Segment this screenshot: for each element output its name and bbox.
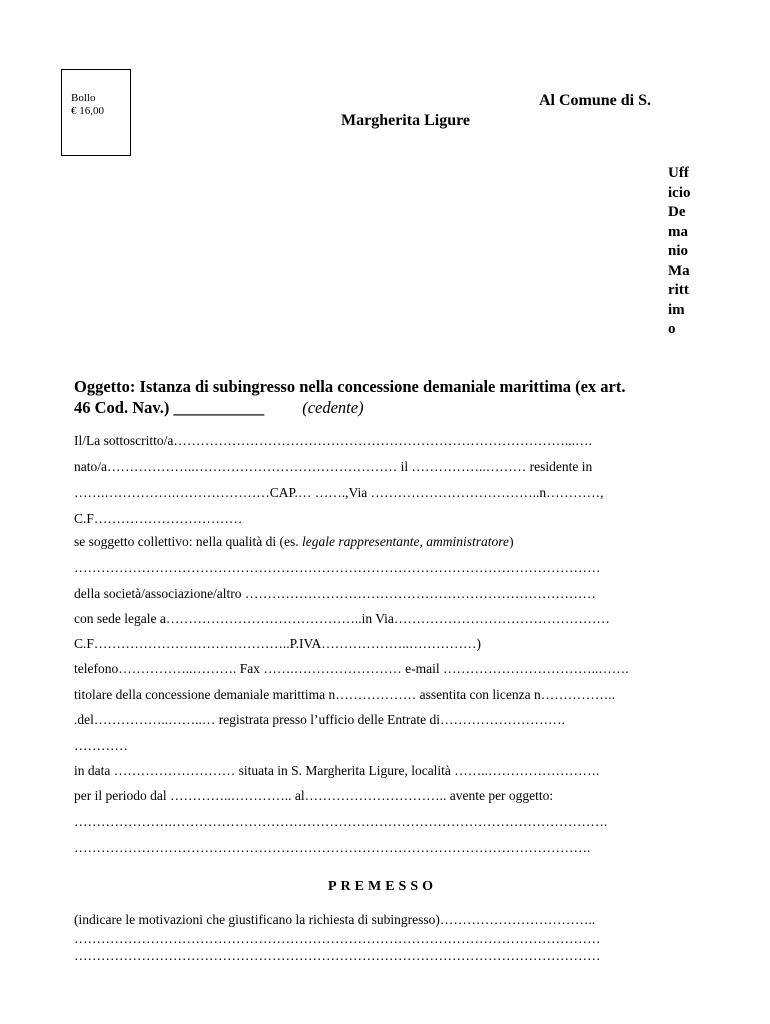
office-fragment: o — [668, 321, 676, 337]
subject-reference: 46 Cod. Nav.) ___________ — [74, 398, 265, 417]
field-line-object-2: ……………………………………………………………………………………………………. — [74, 840, 591, 855]
premesso-heading: PREMESSO — [328, 879, 438, 894]
field-line-period: per il periodo dal …………..………….. al………………………….. avente per oggetto: — [74, 788, 554, 803]
field-line-vat: C.F……………………………………..P.IVA………………..……………) — [74, 636, 482, 651]
subject-role: (cedente) — [302, 398, 364, 417]
field-line-motivations-3: ……………………………………………………………………………………………………… — [74, 948, 601, 963]
field-line-contacts: telefono……………..………. Fax …….…………………… e-mail ……………………………..……. — [74, 661, 629, 676]
office-fragment: im — [668, 301, 685, 318]
office-fragment: ritt — [668, 282, 689, 298]
field-line-blank: ……………………………………………………………………………………………………… — [74, 560, 601, 575]
field-line-address: …….…………….…………………CAP.… …….,Via ………………………………..n…………, — [74, 485, 604, 500]
field-line-tax-code: C.F…………………………… — [74, 511, 243, 526]
field-line-company: della società/associazione/altro …………………………………………………………………… — [74, 586, 596, 601]
field-line-registration: .del……………..……..… registrata presso l’ufficio delle Entrate di………………………. — [74, 712, 565, 727]
addressee-line-2: Margherita Ligure — [341, 112, 471, 129]
office-fragment: ma — [668, 223, 688, 240]
field-line-registered-office: con sede legale a……………………………………..in Via………………………………………… — [74, 611, 610, 626]
collective-role-text: se soggetto collettivo: nella qualità di (es. legale rappresentante, amministratore) — [74, 534, 514, 549]
office-fragment: Ma — [668, 262, 690, 279]
office-name — [668, 164, 700, 340]
field-line-birth: nato/a………………..……………………………………… il ……………..……… residente in — [74, 459, 593, 474]
subject-line-2 — [74, 398, 364, 418]
stamp-label: Bollo — [71, 92, 96, 104]
office-fragment: Uff — [668, 165, 689, 181]
office-fragment: icio — [668, 184, 691, 201]
field-line-concession: titolare della concessione demaniale marittima n……………… assentita con licenza n…………….. — [74, 687, 615, 702]
field-line-date-location: in data ……………………… situata in S. Margherita Ligure, località ……..……………………. — [74, 763, 600, 778]
field-line-continuation: ………… — [74, 738, 128, 753]
office-fragment: De — [668, 204, 686, 220]
addressee-line-1: Al Comune di S. — [539, 92, 652, 109]
stamp-amount: € 16,00 — [71, 105, 104, 117]
field-line-object-1: ………………….……………………………………………………………………………………. — [74, 814, 608, 829]
field-line-applicant: Il/La sottoscritto/a……………………………………………………………………………...…. — [74, 433, 592, 448]
revenue-stamp-box — [61, 69, 131, 156]
subject-line-1: Oggetto: Istanza di subingresso nella concessione demaniale marittima (ex art. — [74, 377, 626, 396]
field-line-collective-role — [74, 534, 514, 550]
field-line-motivations-2: ……………………………………………………………………………………………………… — [74, 931, 601, 946]
field-line-motivations: (indicare le motivazioni che giustificano la richiesta di subingresso)…………………………….. — [74, 912, 596, 927]
office-fragment: nio — [668, 243, 689, 259]
